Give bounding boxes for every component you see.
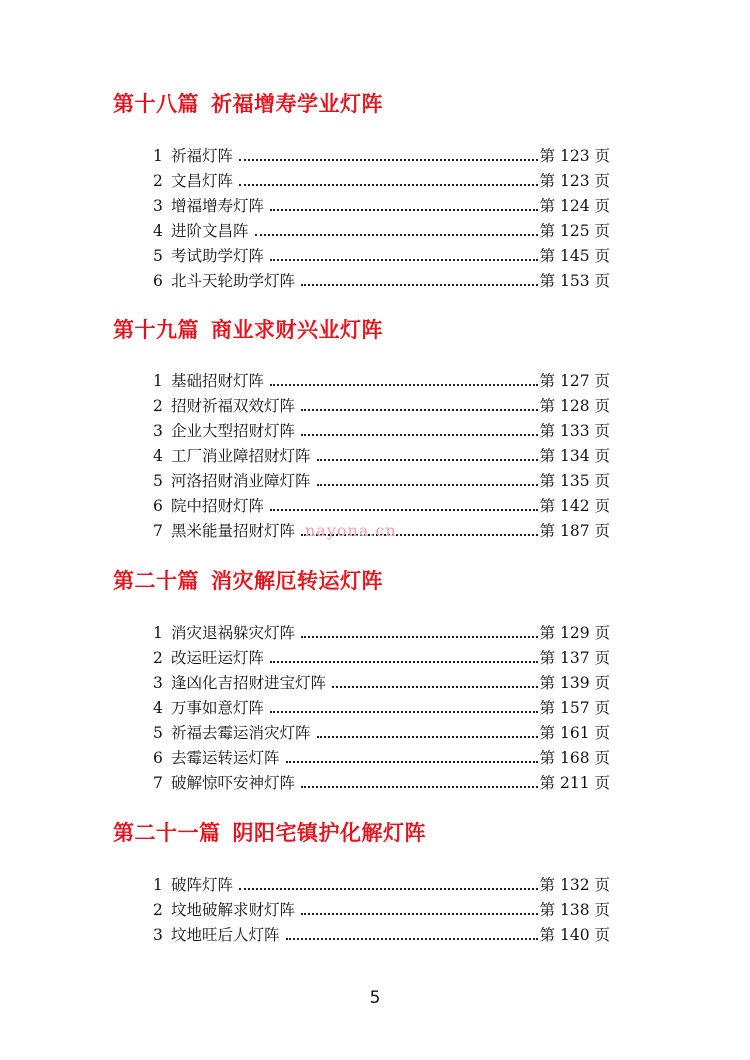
entry-number: 5 xyxy=(153,472,163,490)
dot-leader xyxy=(270,696,538,721)
toc-entry[interactable] xyxy=(153,646,610,671)
toc-entry[interactable] xyxy=(153,746,610,771)
dot-leader xyxy=(301,269,538,294)
dot-leader xyxy=(270,646,538,671)
toc-entry[interactable] xyxy=(153,923,610,948)
entry-page: 第 128 页 xyxy=(539,397,610,415)
entry-number: 3 xyxy=(153,674,163,692)
entry-page: 第 129 页 xyxy=(539,624,610,642)
toc-entry[interactable] xyxy=(153,621,610,646)
entry-number: 1 xyxy=(153,372,163,390)
toc-list xyxy=(153,873,610,948)
entry-page: 第 137 页 xyxy=(539,649,610,667)
page-number: 5 xyxy=(369,988,381,1008)
entry-number: 4 xyxy=(153,222,163,240)
section-number: 第十八篇 xyxy=(113,92,199,116)
entry-label: 祈福去霉运消灾灯阵 xyxy=(171,724,311,742)
entry-page: 第 145 页 xyxy=(539,247,610,265)
entry-label: 万事如意灯阵 xyxy=(171,699,265,717)
entry-number: 2 xyxy=(153,172,163,190)
entry-page: 第 134 页 xyxy=(539,447,610,465)
section-title-text: 阴阳宅镇护化解灯阵 xyxy=(232,821,426,845)
entry-page: 第 125 页 xyxy=(539,222,610,240)
dot-leader xyxy=(286,923,538,948)
toc-entry[interactable] xyxy=(153,219,610,244)
section-heading xyxy=(113,568,383,594)
section-heading xyxy=(113,317,383,343)
entry-number: 4 xyxy=(153,699,163,717)
dot-leader xyxy=(239,873,538,898)
section-heading xyxy=(113,91,383,117)
dot-leader xyxy=(270,244,538,269)
entry-page: 第 123 页 xyxy=(539,172,610,190)
entry-number: 4 xyxy=(153,447,163,465)
entry-label: 考试助学灯阵 xyxy=(171,247,265,265)
dot-leader xyxy=(239,144,538,169)
section-title-text: 祈福增寿学业灯阵 xyxy=(211,92,383,116)
dot-leader xyxy=(270,194,538,219)
entry-label: 招财祈福双效灯阵 xyxy=(171,397,296,415)
entry-page: 第 161 页 xyxy=(539,724,610,742)
entry-label: 破解惊吓安神灯阵 xyxy=(171,774,296,792)
entry-label: 改运旺运灯阵 xyxy=(171,649,265,667)
entry-number: 3 xyxy=(153,926,163,944)
dot-leader xyxy=(270,369,538,394)
entry-label: 工厂消业障招财灯阵 xyxy=(171,447,311,465)
dot-leader xyxy=(317,721,538,746)
entry-label: 河洛招财消业障灯阵 xyxy=(171,472,311,490)
toc-list xyxy=(153,144,610,294)
toc-entry[interactable] xyxy=(153,721,610,746)
toc-entry[interactable] xyxy=(153,494,610,519)
dot-leader xyxy=(301,419,538,444)
entry-number: 5 xyxy=(153,247,163,265)
entry-label: 增福增寿灯阵 xyxy=(171,197,265,215)
entry-number: 1 xyxy=(153,147,163,165)
dot-leader xyxy=(317,444,538,469)
entry-page: 第 211 页 xyxy=(539,774,610,792)
entry-page: 第 133 页 xyxy=(539,422,610,440)
entry-page: 第 187 页 xyxy=(539,522,610,540)
entry-number: 3 xyxy=(153,197,163,215)
entry-label: 祈福灯阵 xyxy=(171,147,234,165)
entry-number: 2 xyxy=(153,901,163,919)
entry-label: 基础招财灯阵 xyxy=(171,372,265,390)
toc-entry[interactable] xyxy=(153,394,610,419)
toc-entry[interactable] xyxy=(153,369,610,394)
entry-page: 第 124 页 xyxy=(539,197,610,215)
toc-entry[interactable] xyxy=(153,873,610,898)
toc-entry[interactable] xyxy=(153,898,610,923)
entry-page: 第 132 页 xyxy=(539,876,610,894)
section-number: 第十九篇 xyxy=(113,318,199,342)
entry-label: 进阶文昌阵 xyxy=(171,222,249,240)
entry-label: 黑米能量招财灯阵 xyxy=(171,522,296,540)
entry-page: 第 157 页 xyxy=(539,699,610,717)
dot-leader xyxy=(301,771,538,796)
toc-entry[interactable] xyxy=(153,671,610,696)
entry-page: 第 139 页 xyxy=(539,674,610,692)
dot-leader xyxy=(301,898,538,923)
entry-page: 第 123 页 xyxy=(539,147,610,165)
toc-list xyxy=(153,369,610,544)
entry-label: 文昌灯阵 xyxy=(171,172,234,190)
toc-entry[interactable] xyxy=(153,771,610,796)
entry-number: 6 xyxy=(153,272,163,290)
entry-number: 2 xyxy=(153,649,163,667)
entry-page: 第 140 页 xyxy=(539,926,610,944)
toc-entry[interactable] xyxy=(153,194,610,219)
section-heading xyxy=(113,820,426,846)
section-number: 第二十一篇 xyxy=(113,821,221,845)
dot-leader xyxy=(239,169,538,194)
entry-number: 3 xyxy=(153,422,163,440)
watermark: nayona.cn xyxy=(305,521,397,540)
entry-page: 第 168 页 xyxy=(539,749,610,767)
entry-number: 6 xyxy=(153,749,163,767)
dot-leader xyxy=(332,671,538,696)
entry-page: 第 127 页 xyxy=(539,372,610,390)
entry-label: 去霉运转运灯阵 xyxy=(171,749,280,767)
entry-number: 5 xyxy=(153,724,163,742)
dot-leader xyxy=(301,621,538,646)
dot-leader xyxy=(270,494,538,519)
entry-label: 坟地破解求财灯阵 xyxy=(171,901,296,919)
entry-page: 第 138 页 xyxy=(539,901,610,919)
entry-label: 消灾退祸躲灾灯阵 xyxy=(171,624,296,642)
entry-label: 院中招财灯阵 xyxy=(171,497,265,515)
entry-label: 逢凶化吉招财进宝灯阵 xyxy=(171,674,327,692)
toc-entry[interactable] xyxy=(153,469,610,494)
toc-entry[interactable] xyxy=(153,169,610,194)
entry-label: 北斗天轮助学灯阵 xyxy=(171,272,296,290)
entry-label: 破阵灯阵 xyxy=(171,876,234,894)
entry-number: 2 xyxy=(153,397,163,415)
toc-entry[interactable] xyxy=(153,144,610,169)
entry-page: 第 142 页 xyxy=(539,497,610,515)
dot-leader xyxy=(301,394,538,419)
entry-page: 第 153 页 xyxy=(539,272,610,290)
toc-entry[interactable] xyxy=(153,419,610,444)
section-title-text: 消灾解厄转运灯阵 xyxy=(211,569,383,593)
toc-entry[interactable] xyxy=(153,444,610,469)
toc-entry[interactable] xyxy=(153,696,610,721)
dot-leader xyxy=(255,219,538,244)
section-title-text: 商业求财兴业灯阵 xyxy=(211,318,383,342)
toc-entry[interactable] xyxy=(153,269,610,294)
dot-leader xyxy=(317,469,538,494)
section-number: 第二十篇 xyxy=(113,569,199,593)
entry-label: 坟地旺后人灯阵 xyxy=(171,926,280,944)
entry-label: 企业大型招财灯阵 xyxy=(171,422,296,440)
entry-number: 1 xyxy=(153,624,163,642)
toc-list xyxy=(153,621,610,796)
entry-number: 1 xyxy=(153,876,163,894)
toc-entry[interactable] xyxy=(153,244,610,269)
entry-number: 7 xyxy=(153,774,163,792)
dot-leader xyxy=(286,746,538,771)
entry-number: 6 xyxy=(153,497,163,515)
entry-number: 7 xyxy=(153,522,163,540)
entry-page: 第 135 页 xyxy=(539,472,610,490)
